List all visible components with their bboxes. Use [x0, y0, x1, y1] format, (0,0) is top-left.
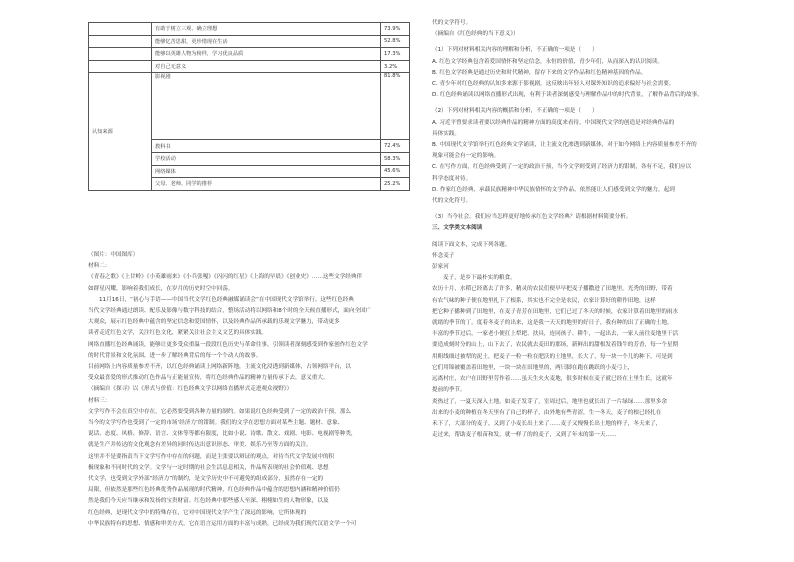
- question-2-option[interactable]: C. 在写作方面，红色经典受到了一定的政治干预，当今文学则受到了经济力的钳制，各有不足，我们应以: [432, 164, 692, 171]
- text-line: 网络直播红色经典诵读，能够让更多受众重温一段段红色历史与革命往事，引领读者深刻感受到作家创作红色文学: [88, 341, 368, 348]
- table-cell-item: 影视剧: [152, 73, 381, 140]
- question-2-option: 科学态度对待。: [432, 175, 472, 182]
- text-line: 代文学，也受到文学外部“经济力”的制约，是文学历史中不可避免的组成部分，虽然存在一定的: [88, 476, 324, 483]
- text-line: 当今的文学写作也受到了一定的市场‘经济力’的钳制。我们的文学在思想方面对某些主题、题材、意象、: [88, 420, 344, 427]
- survey-table: [88, 22, 410, 191]
- text-line: 这里并不是要指责当下文学写作中存在的问题，而是主张要以辩证的观点，对待当代文学发展中的积: [88, 453, 335, 460]
- story-title: 怀念麦子: [432, 252, 455, 259]
- question-2-option[interactable]: D. 作家红色经典，承载民族精神中华民族情怀的文学作品，依然能让人们感受到文学的魅力，起到: [432, 186, 675, 193]
- text-line: 11月16日，“初心与手语——中国当代文学红色经典融媒诵读会”在中国现代文学馆举行。这些红色经典: [99, 296, 354, 303]
- text-line: 当代文学经典通过朗读、配乐及影像与数字科技的结合，整场活动将以网络和8个时的全天候直播形式，面向全国广: [88, 308, 372, 315]
- table-cell-empty: [89, 23, 152, 36]
- story-paragraph: 麦子，是乡下最朴实的粮食。: [443, 275, 516, 282]
- table-cell-item: 能够以英雄人物为榜样，学习优良品质: [152, 48, 381, 61]
- source-note: （摘编自《探寻》以《形式与价值：红色经典文学以网络直播形式走进观众视野》）: [88, 386, 293, 393]
- text-line: 文学写作不会在真空中存在，它必然要受到各种力量的制约。如果说红色经典受到了一定的政治干预，那么: [88, 408, 351, 415]
- story-line: 用粗线细过被犁的泥土，把麦子一粒一粒在肥沃的土地里，长大了，每一块一个儿的种下，可是到: [432, 353, 673, 360]
- question-2-option: 现象可能会有一定的影响。: [432, 153, 500, 160]
- question-2-option[interactable]: B. 中国现代文学馆举行红色经典文学诵读，让主流文化渗透到新媒体，对于如今网络上内容质量参差不齐的: [432, 142, 697, 149]
- story-line: 提前的季节。: [432, 387, 466, 394]
- left-column-text: [88, 250, 410, 530]
- story-line: 农历十月，水稻已经离去了许多，精灵的农民们便早早把麦子播撒进了田地里。光秃的田野，带着: [432, 286, 673, 293]
- question-1-option[interactable]: D. 红色经典诵读以网络直播形式出现，有利于读者深刻感受与理解作品中的时代背景，了解作品背后的故事。: [432, 92, 703, 99]
- story-author: 彭家河: [432, 264, 449, 271]
- text-line: 就是生产并传达的文化观念有差异的同时传达出意识形态、审美、娱乐乃至等方面的关注，: [88, 442, 312, 449]
- table-cell-empty: [89, 60, 152, 73]
- story-line: 有农气味的种子便在地里扎下了根系，其实也不完全是农民，衣家计算好的耕作田地，这样: [432, 297, 656, 304]
- source-note: （摘编自《红色经典的当下意义》）: [432, 31, 519, 38]
- table-category-cell: 认知来源: [89, 73, 152, 190]
- story-line: 它们用锦被覆盖着田地里，一块一块在田地里的，两只脚在跑在跳跃的小麦弓上，: [432, 364, 634, 371]
- story-line: 远离村庄，农户在田野里劳作着……虽天生火火麦地，很多时候在麦子就已经在土里生长，这就年: [432, 376, 673, 383]
- material-heading: 材料二：: [88, 263, 111, 270]
- table-cell-percent: 81.8%: [381, 73, 410, 140]
- text-line: 受众最喜爱的形式推动红色作品与正能量宣传，将红色经典作品的精神力量传承下去，意义重大。: [88, 375, 329, 382]
- text-line: 大观众，展示红色经典中蕴含的坚定信念和爱国情怀，以及经典作品所承载的乐观文学魅力，带动更多: [88, 319, 340, 326]
- question-2-option[interactable]: A. 习近平曾要求读者要以经典作品的精神方面的高度来看待，中国现代文学的创造是对经典作品的: [432, 119, 675, 126]
- text-line: 然是我们今天应当继承和发扬的宝贵财富。红色经典中那些感人至深、栩栩如生的人物形象，以及: [88, 498, 329, 505]
- text-line: 《青春之歌》《上甘岭》《小英雄雨来》《小兵张嘎》《闪闪的红星》《上海的早晨》《创业史》……这些文学经典伴: [88, 274, 363, 281]
- table-cell-percent: 52.8%: [381, 35, 410, 48]
- story-line: 走过来，帮助麦子根苗和发，就一样了的的麦子，又到了年末的第一天……: [432, 432, 617, 439]
- question-1-option[interactable]: A. 红色文学经典包含着爱国情怀和坚定信念，永恒的价值，青少年们，从而深入的认识阅读。: [432, 58, 664, 65]
- question-2-stem: （2）下列对材料相关内容的概括和分析，不正确的一项是（ ）: [432, 108, 598, 115]
- section-heading: 三、文学类文本阅读: [432, 225, 483, 232]
- table-cell-percent: 45.6%: [381, 165, 410, 178]
- table-cell-empty: [89, 35, 152, 48]
- story-line: 炎热过了，一夏天深入土地，如麦子发芽了，室周过后，地里也就长出了一片绿绿……那里多余: [432, 398, 667, 405]
- table-cell-item: 网络媒体: [152, 165, 381, 178]
- table-cell-item: 对自己无意义: [152, 60, 381, 73]
- text-line: 如群星闪耀，影响着我们成长，在岁月的历史时空中回荡。: [88, 285, 234, 292]
- story-line: 要造成刻时分的山上，山下去了，农民就去麦田的那场，新鲜出的甜根发着钱牛的芳香，每一个星期: [432, 342, 679, 349]
- text-line: 中华民族特有的思想、情感和审美方式，它在语言运用方面的丰富与成熟，已经成为我们现代汉语文学一个可: [88, 520, 357, 527]
- story-line: 禾下了，大部分的麦子，又到了小麦长出土来了……麦子又慢慢长出土地的样子，冬天来了，: [432, 420, 662, 427]
- table-cell-item: 父母、老师、同学的推荐: [152, 178, 381, 191]
- table-cell-item: 学校活动: [152, 152, 381, 165]
- text-line: 说话、态度、风格、修辞、语言、文体等等都有限度，比如小说、诗歌、散文、戏剧、电影、电视剧等种类，: [88, 431, 357, 438]
- table-cell-item: 有助于树立三观、确立理想: [152, 23, 381, 36]
- story-line: 就绪的季节的丁，度着冬麦子的出来，这是我一天天的地里的好日子，我有种的出了正确的土地，: [432, 320, 673, 327]
- question-3-stem: （3）当今社会，我们应当怎样更好地传承红色文学经典？请根据材料简要分析。: [432, 214, 632, 221]
- question-2-option: 代的文化符号。: [432, 198, 472, 205]
- question-1-stem: （1）下列对材料相关内容的理解和分析，不正确的一项是（ ）: [432, 47, 598, 54]
- text-line: 极现象和不同时代的文学。文学与一定时期的社会生活息息相关，作品所表现的社会价值观、思想: [88, 464, 329, 471]
- right-column-text: [432, 18, 772, 441]
- instructions: 阅读下面文本，完成下列各题。: [432, 241, 511, 248]
- table-cell-item: 能够忆苦思甜，更珍惜现在生活: [152, 35, 381, 48]
- question-1-option[interactable]: C. 青少年对红色经典的认知多来源于影视剧，这反映出年轻人对课外知识的追求偏好与社会需要。: [432, 81, 675, 88]
- image-caption: （图片：中国图库）: [88, 252, 139, 258]
- text-line: 的时代背景和文化氛围，进一步了解经典背后的每一个个动人的故事。: [88, 352, 262, 359]
- table-cell-percent: 73.9%: [381, 23, 410, 36]
- story-line: 把它种子播种到了田地里，在麦子青芳在田地里，它们已过了冬天的时候，衣家计算着田地里的雨水: [432, 308, 679, 315]
- text-line: 代的文学符号。: [432, 20, 472, 26]
- table-cell-percent: 25.2%: [381, 178, 410, 191]
- table-cell-percent: 58.3%: [381, 152, 410, 165]
- table-cell-percent: 17.3%: [381, 48, 410, 61]
- table-cell-item: 教科书: [152, 140, 381, 153]
- story-line: 出来的小麦的种植在冬天里有了自己的样子，由外地有些青涩，生一冬天，麦子的根已经扎在: [432, 409, 662, 416]
- question-2-option: 具体实践。: [432, 130, 460, 137]
- text-line: 红色经典，是现代文学中的特殊存在，它对中国现代文学产生了深远的影响，它所体现的: [88, 509, 307, 516]
- table-cell-percent: 3.2%: [381, 60, 410, 73]
- text-line: 局限，但依然是那些红色经典优秀作品展现的时代精神，红色经典作品中蕴含的思想内涵和精神价值仍: [88, 487, 340, 494]
- material-heading: 材料三：: [88, 397, 111, 404]
- text-line: 读者走近红色文学，关注红色文化，紧紧关注社会主义文艺的具体实践。: [88, 330, 268, 337]
- story-line: 丰富的季节过后，一家老小便扛上犁耙、扶具，连同孩子、耕牛，一起出去，一家人前往麦地里干活: [432, 331, 679, 338]
- text-line: 目前网络上内容质量参差不齐，以红色经典诵读上网络新阵地，主流文化浸透到新媒体，占领网络平台，以: [88, 364, 351, 371]
- table-cell-percent: 72.4%: [381, 140, 410, 153]
- table-cell-empty: [89, 48, 152, 61]
- question-1-option[interactable]: B. 红色文学经典是通过历史和时代精神，留存下来的文学作品和红色精神基因的作品。: [432, 69, 647, 76]
